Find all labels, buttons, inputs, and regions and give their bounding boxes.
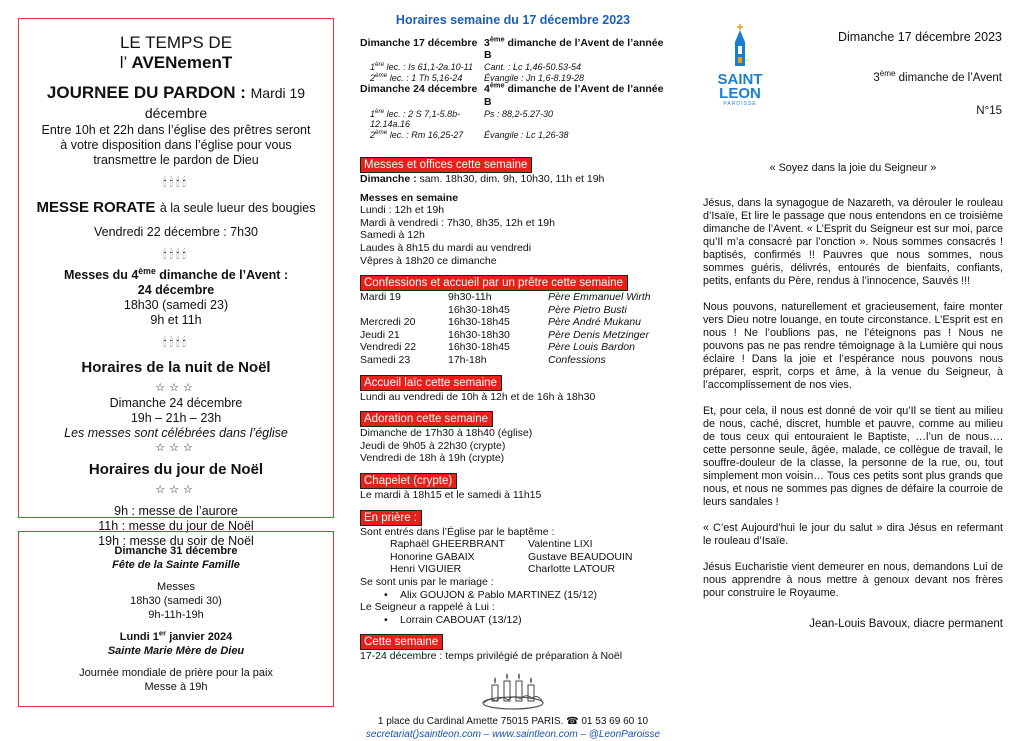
candles-icon: 🕯🕯🕯🕯 — [163, 247, 189, 261]
liturgy-date: Dimanche 17 décembre — [360, 36, 478, 49]
feast1: Fête de la Sainte Famille — [112, 559, 240, 571]
editorial-paragraph: « C’est Aujourd’hui le jour du salut » dira Jésus en refermant le rouleau d’Isaïe. — [703, 522, 1003, 547]
editorial-paragraph: Jésus Eucharistie vient demeurer en nous, demandons Lui de nous apprendre à nous mettre à genoux devant nos frères pour construire le Royaume. — [703, 561, 1003, 599]
avent-masses-title: Messes du 4ème dimanche de l’Avent : — [63, 265, 289, 282]
table-row: Mardi 19 9h30-11h Père Emmanuel Wirth — [360, 291, 651, 304]
list-item: Honorine GABAIX Gustave BEAUDOUIN — [390, 550, 633, 563]
mass-line: Mardi à vendredi : 7h30, 8h35, 12h et 19h — [360, 216, 555, 229]
liturgy-block — [360, 34, 666, 141]
address: 1 place du Cardinal Amette 75015 PARIS. ☎ 01 53 69 60 10 — [377, 715, 649, 727]
stars-icon: ☆☆☆ — [155, 442, 197, 454]
masses-time1: 18h30 (samedi 30) — [130, 595, 222, 607]
mass-line: Lundi : 12h et 19h — [360, 204, 445, 217]
lecture: 1ère lec. : 2 S 7,1-5.8b-12.14a.16 — [370, 107, 461, 130]
night-title: Horaires de la nuit de Noël — [81, 359, 271, 376]
day-time: 9h : messe de l’aurore — [114, 504, 238, 518]
candles-icon: 🕯🕯🕯🕯 — [163, 335, 189, 349]
peace-mass: Messe à 19h — [144, 681, 208, 693]
january-box — [18, 531, 334, 707]
bulletin-header — [790, 30, 1002, 119]
day-time: 19h : messe du soir de Noël — [98, 534, 254, 548]
accueil-section: Accueil laïc cette semaine Lundi au vendredi de 10h à 12h et de 16h à 18h30 — [360, 376, 596, 403]
peace-day: Journée mondiale de prière pour la paix — [79, 667, 273, 679]
logo-line1: SAINT — [717, 71, 763, 88]
section-heading: Chapelet (crypte) — [360, 473, 457, 489]
section-heading: Cette semaine — [360, 634, 443, 650]
bulletin-date: Dimanche 17 décembre 2023 — [838, 30, 1002, 44]
night-times: 19h – 21h – 23h — [130, 411, 222, 425]
list-item: Raphaël GHEERBRANT Valentine LIXI — [390, 538, 593, 551]
weekly-schedule — [360, 14, 666, 741]
priere-section: En prière : Sont entrés dans l’Église par le baptême : Raphaël GHEERBRANT Valentine LIXI Honorine GABAIX Gustave BEAUDOUIN Henri VIGUIER Charlotte LATOUR Se sont unis par le mariage : • Alix GOUJON & Pablo MARTINEZ (15/12) Le Seigneur a rappelé à Lui : • Lorrain CABOUAT (13/12) — [360, 510, 666, 627]
list-item: • Alix GOUJON & Pablo MARTINEZ (15/12) — [360, 589, 666, 602]
canticle: Ps : 88,2-5.27-30 — [484, 108, 554, 119]
schedule-title: Horaires semaine du 17 décembre 2023 — [395, 13, 631, 27]
section-heading: Messes et offices cette semaine — [360, 157, 532, 173]
day-time: 11h : messe du jour de Noël — [98, 519, 254, 533]
masses-section: Messes et offices cette semaine Dimanche : sam. 18h30, dim. 9h, 10h30, 11h et 19h Messes en semaine Lundi : 12h et 19h Mardi à vendredi : 7h30, 8h35, 12h et 19h Samedi à 12h Laudes à 8h15 du mardi au vendredi Vêpres à 18h20 ce dimanche — [360, 157, 666, 267]
section-heading: En prière : — [360, 510, 422, 526]
editorial-paragraph: Jésus, dans la synagogue de Nazareth, va dérouler le rouleau d’Isaïe, Et lire le passage que nous entendons en ce troisième dimanche de l’Avent. « L’Esprit du Seigneur est sur moi, parce qu’Il m’a consacré par l’onction ». Nous sommes consacrés ! baptisés, confirmés !! Pauvres que nous sommes, nous sommes guéris, délivrés, entourés de bienfaits, confiants, petits, enfants du Père, rendus à l’innocence, Sauvés !!! — [703, 197, 1003, 287]
rorate-title: MESSE RORATE à la seule lueur des bougies — [36, 199, 316, 216]
table-row: 16h30-18h45 Père Pietro Busti — [448, 303, 627, 316]
pardon-title: JOURNEE DU PARDON : Mardi 19 décembre — [46, 83, 306, 121]
pardon-description: Entre 10h et 22h dans l’église des prêtres seront à votre disposition dans l’église pour vous transmettre le pardon de Dieu — [41, 123, 311, 167]
editorial-paragraph: Et, pour cela, il nous est donné de voir qu’Il se tient au milieu de nous, caché, discret, humble et pauvre, comme au milieu de tous ceux qui entouraient le Baptiste, …l’un de nous…. cette personne seule, âgée, malade, ce collègue de travail, le souffre-douleur de la classe, la personne de la rue, ou, tout simplement mon voisin… Tous ces petits sont plus grands que nous, et nous ne sommes pas dignes de défaire la courroie de leurs sandales ! — [703, 405, 1003, 508]
signature: Jean-Louis Bavoux, diacre permanent — [809, 618, 1003, 630]
stars-icon: ☆☆☆ — [155, 382, 197, 394]
adoration-section: Adoration cette semaine Dimanche de 17h30 à 18h40 (église) Jeudi de 9h05 à 22h30 (crypte) Vendredi de 18h à 19h (crypte) — [360, 413, 533, 465]
section-heading: Adoration cette semaine — [360, 411, 493, 427]
lecture: 2ème lec. : Rm 16,25-27 — [370, 129, 464, 141]
liturgy-sunday: 4ème dimanche de l’Avent de l’année B — [484, 80, 664, 108]
table-row: Mercredi 20 16h30-18h45 Père André Mukanu — [360, 316, 641, 329]
logo-sub: PAROISSE — [723, 101, 757, 107]
parish-logo — [712, 24, 768, 107]
logo-line2: LEON — [719, 85, 761, 102]
rorate-date: Vendredi 22 décembre : 7h30 — [93, 225, 258, 239]
stars-icon: ☆☆☆ — [155, 484, 197, 496]
date1: Dimanche 31 décembre — [114, 545, 238, 557]
gospel: Évangile : Lc 1,26-38 — [484, 130, 569, 141]
bulletin-sunday: 3ème dimanche de l’Avent — [873, 69, 1002, 84]
table-row: Vendredi 22 16h30-18h45 Père Louis Bardon — [360, 341, 635, 354]
night-note: Les messes sont célébrées dans l’église — [64, 426, 288, 440]
liturgy-sunday: 3ème dimanche de l’Avent de l’année B — [484, 34, 664, 62]
liturgy-date: Dimanche 24 décembre — [360, 83, 478, 96]
mass-line: Laudes à 8h15 du mardi au vendredi — [360, 241, 532, 254]
feast2: Sainte Marie Mère de Dieu — [107, 645, 245, 657]
mass-line: Samedi à 12h — [360, 229, 425, 242]
footer — [360, 715, 666, 741]
advent-title-line2: l’ AVENemenT — [119, 53, 233, 72]
editorial-paragraph: Nous pouvons, naturellement et gracieusement, faire monter vers Dieu notre louange, en toute circonstance. L’Esprit est en nous ! Ne l’oublions pas, ne l’éteignons pas ! Nous ne pouvons pas ne pas rendre témoignage à la Lumière qui nous éclaire ! Dans la joie et l’espérance nous pouvons nous préparer, esprit, corps et âme, à la venue du Seigneur, à l’accomplissement de nos vies. — [703, 301, 1003, 391]
gospel: Évangile : Jn 1,6-8.19-28 — [484, 72, 585, 83]
avent-time2: 9h et 11h — [150, 313, 202, 327]
date2: Lundi 1er janvier 2024 — [119, 628, 233, 643]
mass-line: Vêpres à 18h20 ce dimanche — [360, 254, 497, 267]
canticle: Cant. : Lc 1,46-50.53-54 — [484, 61, 582, 72]
advent-title-line1: LE TEMPS DE — [119, 33, 233, 52]
editorial — [703, 162, 1003, 631]
advent-program-box — [18, 18, 334, 548]
semaine-section: Cette semaine 17-24 décembre : temps privilégié de préparation à Noël — [360, 636, 623, 663]
advent-wreath-icon — [478, 671, 548, 711]
bulletin-number: N°15 — [976, 105, 1002, 117]
table-row: Samedi 23 17h-18h Confessions — [360, 354, 606, 367]
confessions-section — [360, 275, 666, 367]
night-date: Dimanche 24 décembre — [109, 396, 243, 410]
candles-icon: 🕯🕯🕯🕯 — [163, 175, 189, 189]
section-heading: Confessions et accueil par un prêtre cette semaine — [360, 275, 628, 291]
masses-label: Messes — [157, 581, 195, 593]
masses-time2: 9h-11h-19h — [148, 609, 204, 621]
list-item: • Lorrain CABOUAT (13/12) — [360, 614, 666, 627]
editorial-quote: « Soyez dans la joie du Seigneur » — [769, 162, 937, 174]
lecture: 2ème lec. : 1 Th 5,16-24 — [370, 71, 463, 83]
avent-time1: 18h30 (samedi 23) — [123, 298, 229, 312]
avent-date: 24 décembre — [137, 283, 215, 297]
lecture: 1ère lec. : Is 61,1-2a.10-11 — [370, 60, 474, 72]
list-item: Henri VIGUIER Charlotte LATOUR — [390, 563, 616, 576]
section-heading: Accueil laïc cette semaine — [360, 375, 502, 391]
contact-links[interactable]: secretariat()saintleon.com – www.saintleon.com – @LeonParoisse — [365, 728, 661, 740]
church-tower-icon — [712, 24, 768, 68]
chapelet-section: Chapelet (crypte) Le mardi à 18h15 et le samedi à 11h15 — [360, 475, 542, 502]
day-title: Horaires du jour de Noël — [88, 461, 264, 478]
week-masses-heading: Messes en semaine — [360, 191, 459, 204]
table-row: Jeudi 21 16h30-18h30 Père Denis Metzinger — [360, 328, 649, 341]
